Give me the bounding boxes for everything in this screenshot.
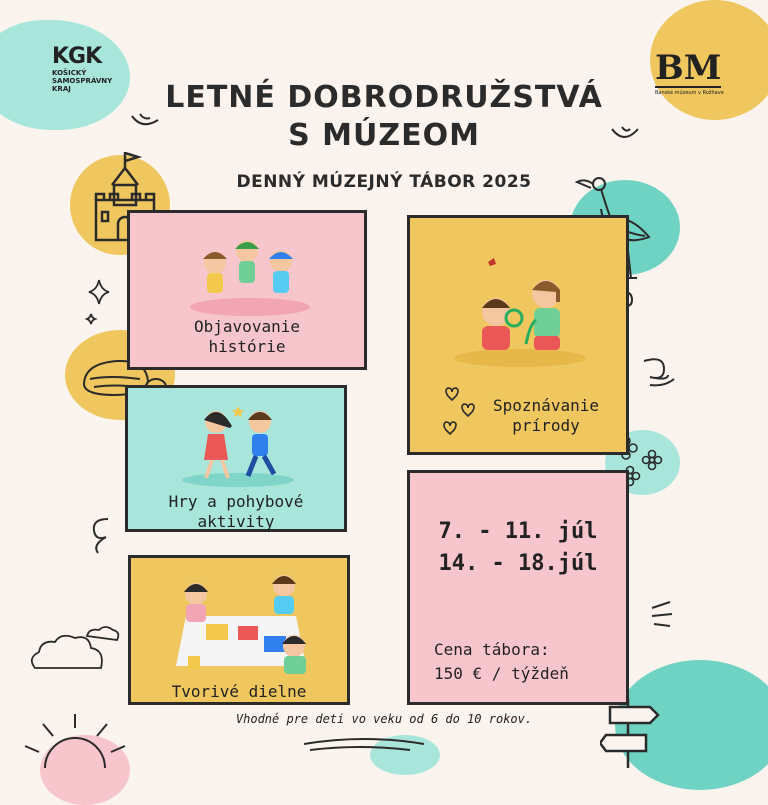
kgk-logo-line2: SAMOSPRÁVNY <box>52 77 113 85</box>
swirl-icon-right <box>640 355 680 390</box>
price-label: Cena tábora: <box>434 640 550 659</box>
kids-playing-illustration <box>178 398 298 488</box>
kgk-logo-line1: KOŠICKÝ <box>52 69 87 77</box>
activity-label-history: Objavovanie histórie <box>194 317 300 356</box>
squiggle-icon-top-right <box>610 125 640 145</box>
activity-label-workshops: Tvorivé dielne <box>171 682 307 701</box>
activity-label-nature: Spoznávanie prírody <box>493 396 599 435</box>
page-title-line2: S MÚZEOM <box>288 118 480 153</box>
swirl-icon-left <box>88 515 118 555</box>
activity-card-workshops <box>128 555 350 705</box>
kgk-logo-mark: KGK <box>52 44 102 69</box>
kids-hiking-illustration <box>185 227 315 317</box>
bm-logo-text: Banské múzeum v Rožňave <box>655 90 724 96</box>
cloud-icon <box>25 620 125 675</box>
kids-crafting-illustration <box>166 566 316 678</box>
kgk-logo-line3: KRAJ <box>52 85 71 93</box>
dates-line-2: 14. - 18.júl <box>438 551 598 576</box>
sparkle-icon <box>85 278 115 328</box>
sun-icon <box>15 700 135 768</box>
squiggle-icon-top-left <box>130 112 160 132</box>
price-value: 150 € / týždeň <box>434 664 569 683</box>
schedule-card <box>407 470 629 705</box>
activity-card-nature <box>407 215 629 455</box>
dates-line-1: 7. - 11. júl <box>438 519 598 544</box>
page-subtitle: DENNÝ MÚZEJNÝ TÁBOR 2025 <box>236 172 532 192</box>
kids-nature-illustration <box>450 248 590 368</box>
brush-lines-icon <box>300 736 430 756</box>
signpost-icon <box>600 695 670 768</box>
dash-lines-icon <box>650 600 675 630</box>
activity-card-games <box>125 385 347 532</box>
age-note: Vhodné pre deti vo veku od 6 do 10 rokov. <box>235 712 533 726</box>
activity-label-games: Hry a pohybové aktivity <box>168 492 304 531</box>
activity-card-history <box>127 210 367 370</box>
bm-logo-mark: BM <box>655 48 722 88</box>
page-title-line1: LETNÉ DOBRODRUŽSTVÁ <box>165 80 603 115</box>
